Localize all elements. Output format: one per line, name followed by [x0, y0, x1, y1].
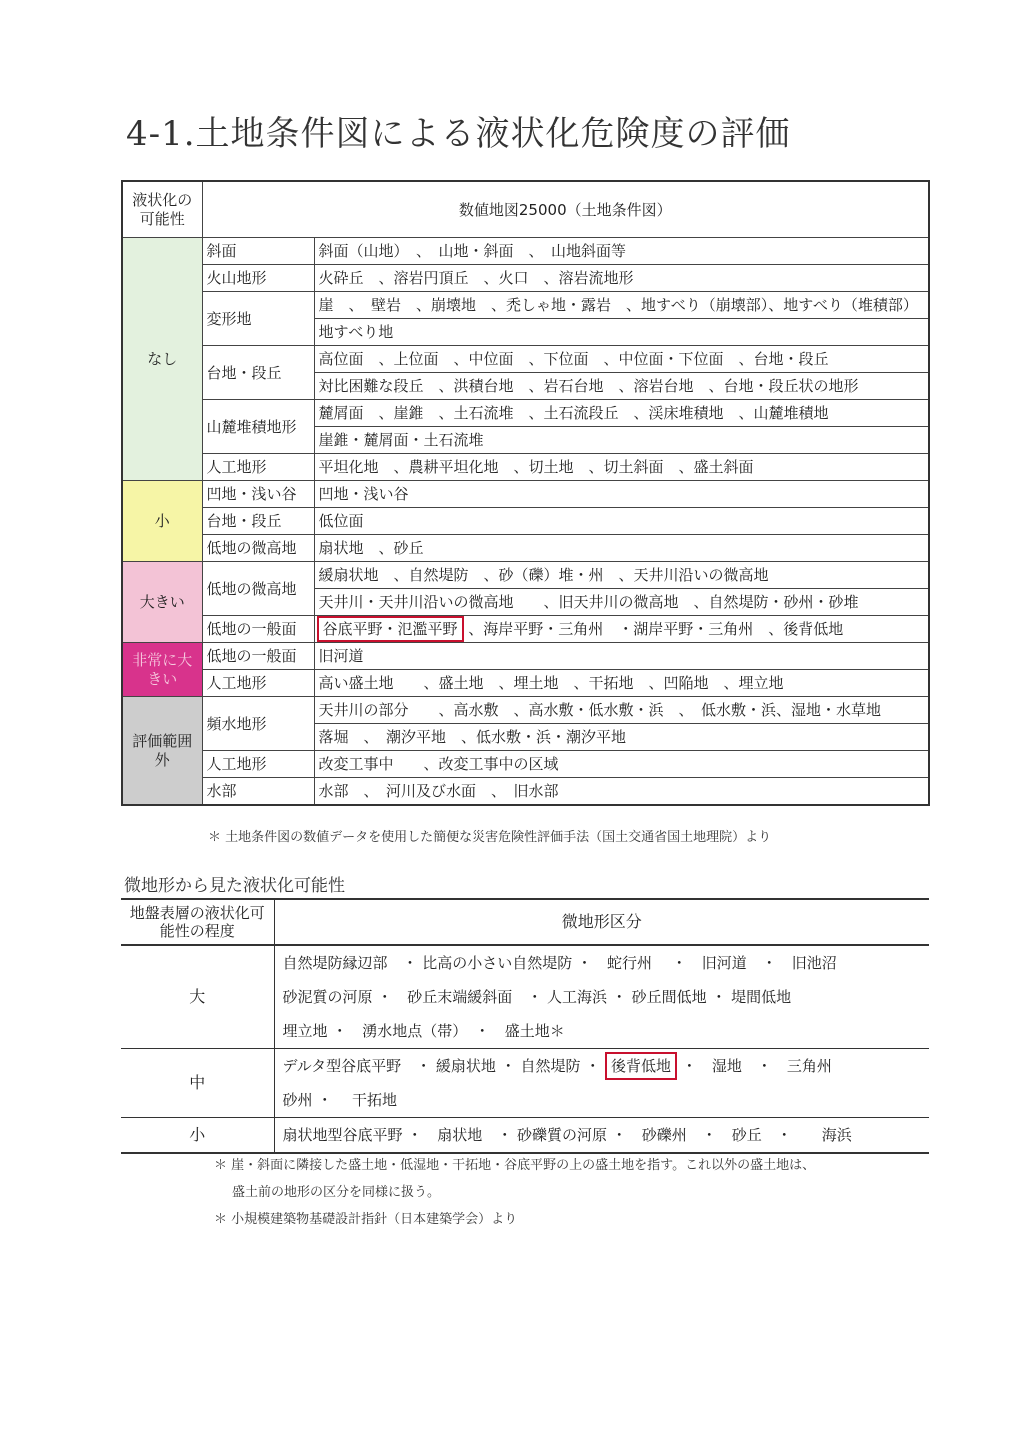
item-cell: 凹地・浅い谷	[314, 481, 929, 508]
liquefaction-risk-table	[121, 180, 930, 806]
type-row: 砂泥質の河原 ・ 砂丘末端緩斜面 ・ 人工海浜 ・ 砂丘間低地 ・ 堤間低地	[282, 988, 792, 1006]
cat-cell: 人工地形	[202, 751, 314, 778]
item-cell: 平坦化地 、農耕平坦化地 、切土地 、切土斜面 、盛土斜面	[314, 454, 929, 481]
item-cell: 落堀 、 潮汐平地 、低水敷・浜・潮汐平地	[314, 724, 929, 751]
level-none: なし	[122, 238, 202, 481]
item-cell	[314, 616, 929, 643]
degree-medium: 中	[121, 1049, 274, 1118]
cat-cell: 斜面	[202, 238, 314, 265]
cat-cell: 人工地形	[202, 454, 314, 481]
item-cell: 崖 、 壁岩 、崩壊地 、禿しゃ地・露岩 、地すべり（崩壊部）、地すべり（堆積部）	[314, 292, 929, 319]
item-cell: 高位面 、上位面 、中位面 、下位面 、中位面・下位面 、台地・段丘	[314, 346, 929, 373]
section-subtitle: 微地形から見た液状化可能性	[124, 876, 345, 896]
cat-cell: 台地・段丘	[202, 508, 314, 535]
level-out-of-scope: 評価範囲外	[122, 697, 202, 806]
item-cell: 低位面	[314, 508, 929, 535]
cat-cell: 頻水地形	[202, 697, 314, 751]
item-cell: 斜面（山地） 、 山地・斜面 、 山地斜面等	[314, 238, 929, 265]
header-source: 数値地図25000（土地条件図）	[202, 181, 929, 238]
item-cell: 改変工事中 、改変工事中の区域	[314, 751, 929, 778]
header-degree: 地盤表層の液状化可能性の程度	[121, 899, 274, 945]
microtopography-table	[121, 898, 929, 1154]
type-text: ・ 湿地 ・ 三角州	[681, 1057, 832, 1075]
item-text: 、海岸平野・三角州 ・湖岸平野・三角州 、後背低地	[468, 620, 844, 638]
item-cell: 天井川・天井川沿いの微高地 、旧天井川の微高地 、自然堤防・砂州・砂堆	[314, 589, 929, 616]
item-cell: 旧河道	[314, 643, 929, 670]
highlight-box: 後背低地	[605, 1052, 677, 1080]
cat-cell: 水部	[202, 778, 314, 806]
item-cell: 火砕丘 、溶岩円頂丘 、火口 、溶岩流地形	[314, 265, 929, 292]
type-row: 砂州 ・ 干拓地	[274, 1083, 929, 1118]
level-very-large: 非常に大きい	[122, 643, 202, 697]
footnote-3: ＊ 小規模建築物基礎設計指針（日本建築学会）より	[214, 1212, 518, 1227]
item-cell: 高い盛土地 、盛土地 、埋土地 、干拓地 、凹陥地 、埋立地	[314, 670, 929, 697]
item-cell: 緩扇状地 、自然堤防 、砂（礫）堆・州 、天井川沿いの微高地	[314, 562, 929, 589]
header-type: 微地形区分	[274, 899, 929, 945]
item-cell: 扇状地 、砂丘	[314, 535, 929, 562]
item-cell: 麓屑面 、崖錐 、土石流堆 、土石流段丘 、渓床堆積地 、山麓堆積地	[314, 400, 929, 427]
type-row: 扇状地型谷底平野 ・ 扇状地 ・ 砂礫質の河原 ・ 砂礫州 ・ 砂丘 ・ 海浜	[274, 1118, 929, 1154]
degree-large: 大	[121, 945, 274, 1049]
cat-cell: 低地の微高地	[202, 562, 314, 616]
cat-cell: 変形地	[202, 292, 314, 346]
item-cell: 水部 、 河川及び水面 、 旧水部	[314, 778, 929, 806]
cat-cell: 凹地・浅い谷	[202, 481, 314, 508]
footnote-2b: 盛土前の地形の区分を同様に扱う。	[232, 1185, 441, 1200]
header-level: 液状化の可能性	[122, 181, 202, 238]
footnote-1: ＊ 土地条件図の数値データを使用した簡便な災害危険性評価手法（国土交通省国土地理院）より	[208, 830, 772, 845]
cat-cell: 低地の一般面	[202, 616, 314, 643]
cat-cell: 低地の微高地	[202, 535, 314, 562]
item-cell: 崖錐・麓屑面・土石流堆	[314, 427, 929, 454]
degree-small: 小	[121, 1118, 274, 1154]
type-text: デルタ型谷底平野 ・ 緩扇状地 ・ 自然堤防 ・	[282, 1057, 601, 1075]
footnote-2a: ＊ 崖・斜面に隣接した盛土地・低湿地・干拓地・谷底平野の上の盛土地を指す。これ以外の盛土地は、	[214, 1158, 816, 1173]
cat-cell: 低地の一般面	[202, 643, 314, 670]
cat-cell: 山麓堆積地形	[202, 400, 314, 454]
level-large: 大きい	[122, 562, 202, 643]
item-cell: 地すべり地	[314, 319, 929, 346]
type-row: 埋立地 ・ 湧水地点（帯） ・ 盛土地＊	[274, 1014, 929, 1049]
cat-cell: 火山地形	[202, 265, 314, 292]
item-cell: 天井川の部分 、高水敷 、高水敷・低水敷・浜 、 低水敷・浜、湿地・水草地	[314, 697, 929, 724]
page-title: 4-1.土地条件図による液状化危険度の評価	[126, 114, 791, 154]
item-cell: 対比困難な段丘 、洪積台地 、岩石台地 、溶岩台地 、台地・段丘状の地形	[314, 373, 929, 400]
level-small: 小	[122, 481, 202, 562]
cat-cell: 人工地形	[202, 670, 314, 697]
type-row: 自然堤防縁辺部 ・ 比高の小さい自然堤防 ・ 蛇行州 ・ 旧河道 ・ 旧池沼	[282, 954, 837, 972]
cat-cell: 台地・段丘	[202, 346, 314, 400]
type-row	[274, 1049, 929, 1084]
highlight-box: 谷底平野・氾濫平野	[317, 616, 464, 642]
